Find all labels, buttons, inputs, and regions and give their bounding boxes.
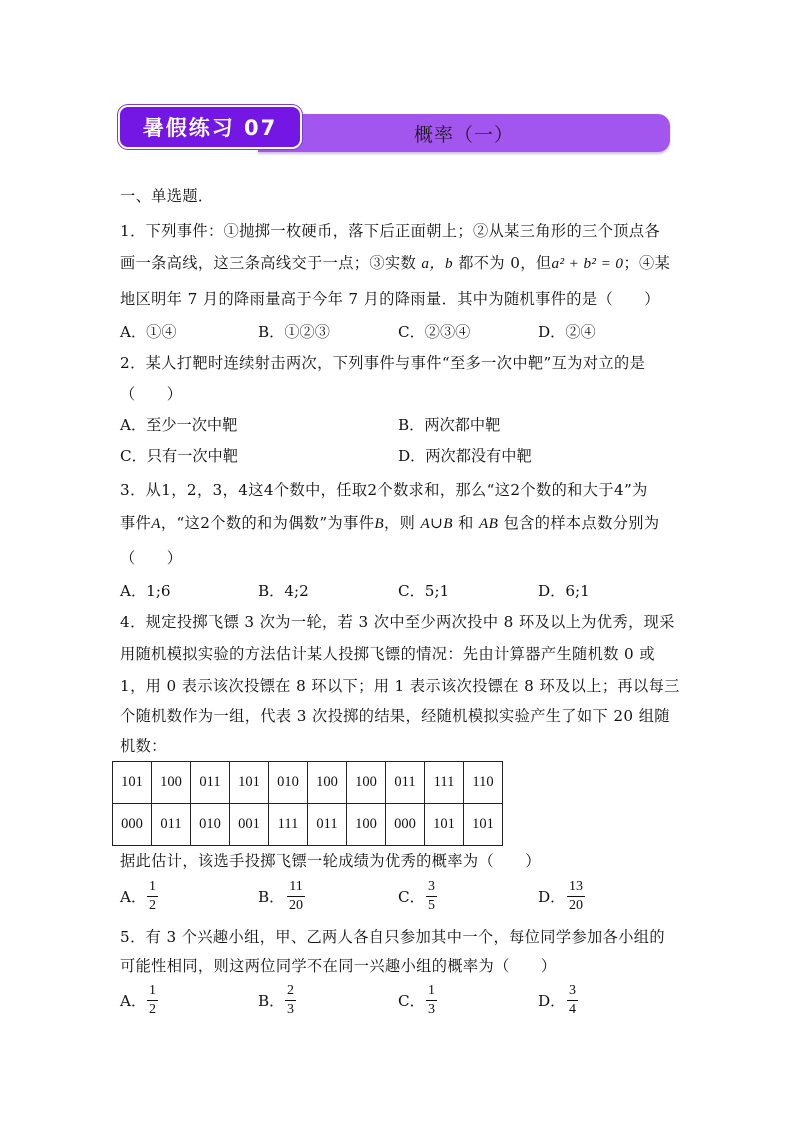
q1-line-2: 画一条高线，这三条高线交于一点；③实数 a，b 都不为 0，但a² + b² = 0；④某: [120, 254, 671, 272]
q5-option-d-fraction: 3 4: [569, 983, 576, 1017]
option-label: A．: [120, 992, 147, 1010]
q1-option-c[interactable]: C．②③④: [398, 323, 471, 341]
table-cell: 101: [113, 762, 152, 804]
q1-option-d[interactable]: D．②④: [538, 323, 596, 341]
q5-line-1: 5．有 3 个兴趣小组，甲、乙两人各自只参加其中一个，每位同学参加各小组的: [120, 928, 665, 946]
q5-option-c[interactable]: [398, 991, 425, 1011]
q5-option-b[interactable]: [258, 991, 284, 1011]
table-cell: 101: [464, 804, 503, 846]
q5-option-d[interactable]: [538, 991, 565, 1011]
q3-line-1: 3．从1，2，3，4这4个数中，任取2个数求和，那么“这2个数的和大于4”为: [120, 481, 648, 499]
table-cell: 011: [308, 804, 347, 846]
q4-option-d-fraction: 13 20: [569, 879, 583, 913]
random-number-table: [112, 761, 503, 846]
q4-option-b-fraction: 11 20: [289, 879, 303, 913]
table-cell: 100: [347, 762, 386, 804]
table-cell: 111: [269, 804, 308, 846]
option-label: D．: [538, 992, 566, 1010]
table-cell: 100: [347, 804, 386, 846]
table-cell: 000: [386, 804, 425, 846]
page-title: 概率（一）: [413, 123, 514, 146]
q1-option-a[interactable]: A．①④: [120, 323, 177, 341]
q4-option-c-fraction: 3 5: [428, 879, 435, 913]
q5-option-c-fraction: 1 3: [428, 983, 435, 1017]
q4-line-1: 4．规定投掷飞镖 3 次为一轮，若 3 次中至少两次投中 8 环及以上为优秀，现采: [120, 613, 675, 631]
table-cell: 100: [308, 762, 347, 804]
q5-line-2: 可能性相同，则这两位同学不在同一兴趣小组的概率为（ ）: [120, 957, 557, 975]
table-cell: 110: [464, 762, 503, 804]
q2-line-1: 2．某人打靶时连续射击两次，下列事件与事件“至多一次中靶”互为对立的是: [120, 354, 646, 372]
q4-line-5: 机数：: [120, 737, 167, 755]
table-cell: 011: [152, 804, 191, 846]
table-cell: 101: [425, 804, 464, 846]
q3-option-b[interactable]: B．4;2: [258, 582, 309, 600]
option-label: C．: [398, 992, 425, 1010]
q5-option-a[interactable]: [120, 991, 146, 1011]
q5-option-a-fraction: 1 2: [149, 983, 156, 1017]
q3-option-a[interactable]: A．1;6: [120, 582, 171, 600]
q1-line-3: 地区明年 7 月的降雨量高于今年 7 月的降雨量．其中为随机事件的是（ ）: [120, 290, 660, 308]
table-cell: 111: [425, 762, 464, 804]
q4-line-4: 个随机数作为一组，代表 3 次投掷的结果，经随机模拟实验产生了如下 20 组随: [120, 707, 670, 725]
q3-line-3: （ ）: [120, 549, 183, 567]
q4-option-a[interactable]: [120, 887, 146, 907]
q4-option-b[interactable]: [258, 887, 284, 907]
q4-option-a-fraction: 1 2: [149, 879, 156, 913]
exercise-tag: 暑假练习 07: [120, 107, 300, 147]
q3-option-d[interactable]: D．6;1: [538, 582, 590, 600]
q2-option-a[interactable]: A．至少一次中靶: [120, 416, 238, 434]
q4-line-6: 据此估计，该选手投掷飞镖一轮成绩为优秀的概率为（ ）: [120, 852, 541, 870]
table-row: [113, 762, 503, 804]
option-label: D．: [538, 888, 566, 906]
table-cell: 011: [191, 762, 230, 804]
q2-line-2: （ ）: [120, 385, 183, 403]
option-label: B．: [258, 888, 285, 906]
table-cell: 000: [113, 804, 152, 846]
table-cell: 010: [191, 804, 230, 846]
table-cell: 101: [230, 762, 269, 804]
option-label: A．: [120, 888, 147, 906]
table-cell: 010: [269, 762, 308, 804]
q4-option-c[interactable]: [398, 887, 425, 907]
q1-line-1: 1．下列事件：①抛掷一枚硬币，落下后正面朝上；②从某三角形的三个顶点各: [120, 222, 661, 240]
table-cell: 100: [152, 762, 191, 804]
table-cell: 001: [230, 804, 269, 846]
section-heading: 一、单选题．: [120, 187, 214, 205]
q3-option-c[interactable]: C．5;1: [398, 582, 450, 600]
table-cell: 011: [386, 762, 425, 804]
q4-line-2: 用随机模拟实验的方法估计某人投掷飞镖的情况：先由计算器产生随机数 0 或: [120, 645, 655, 663]
q4-line-3: 1，用 0 表示该次投镖在 8 环以下；用 1 表示该次投镖在 8 环及以上；再以每三: [120, 677, 680, 695]
table-row: [113, 804, 503, 846]
option-label: C．: [398, 888, 425, 906]
q1-option-b[interactable]: B．①②③: [258, 323, 330, 341]
q2-option-c[interactable]: C．只有一次中靶: [120, 447, 238, 465]
q2-option-d[interactable]: D．两次都没有中靶: [398, 447, 532, 465]
q4-option-d[interactable]: [538, 887, 565, 907]
q3-line-2: 事件A，“这2个数的和为偶数”为事件B，则 A∪B 和 AB 包含的样本点数分别为: [120, 514, 660, 532]
q2-option-b[interactable]: B．两次都中靶: [398, 416, 501, 434]
q5-option-b-fraction: 2 3: [287, 983, 294, 1017]
option-label: B．: [258, 992, 285, 1010]
